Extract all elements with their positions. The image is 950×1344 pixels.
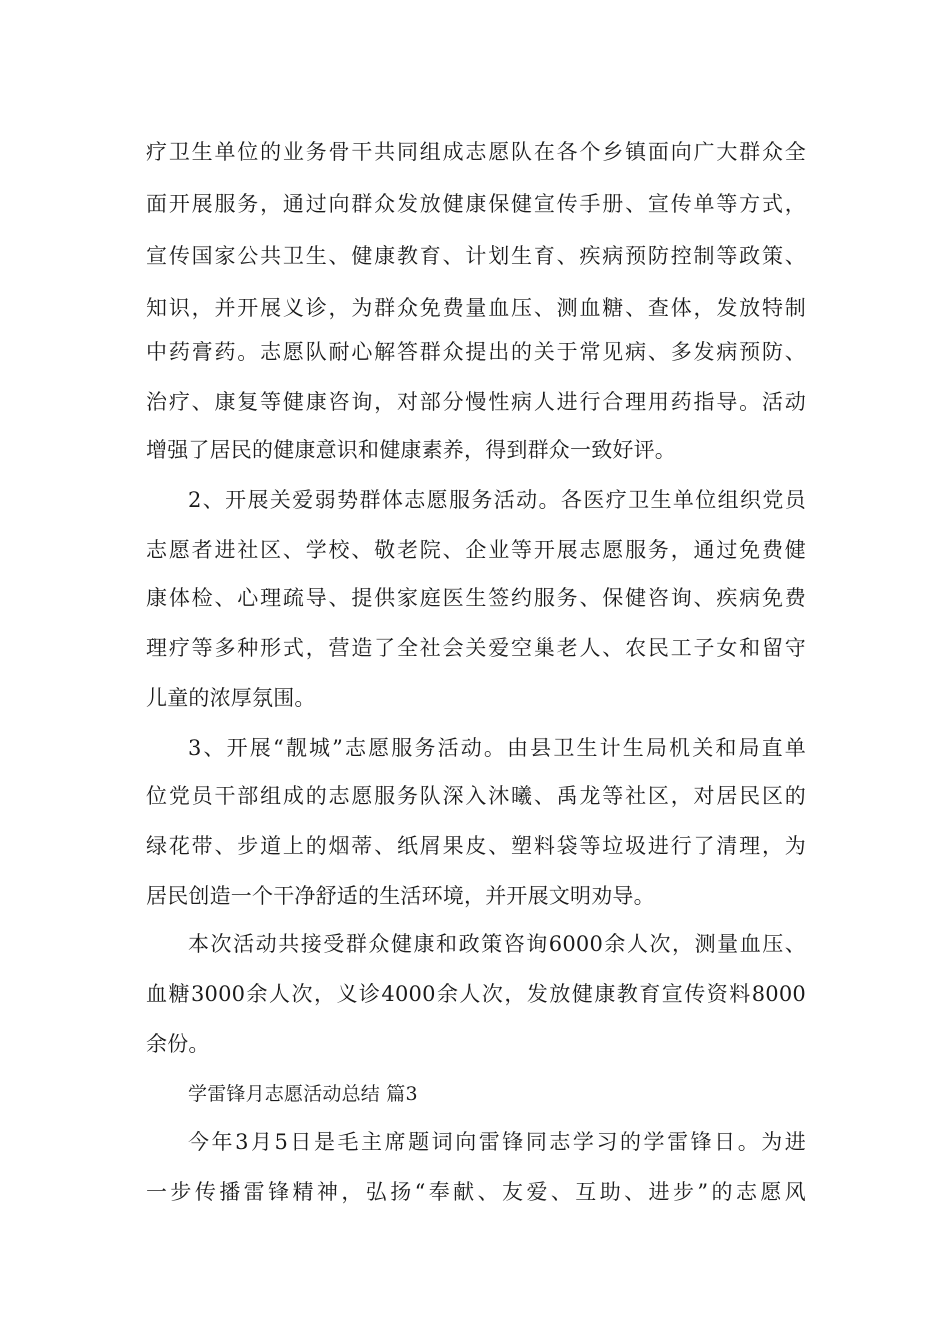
text-line: 中药膏药。志愿队耐心解答群众提出的关于常见病、多发病预防、 (146, 340, 806, 364)
text-line: 面开展服务，通过向群众发放健康保健宣传手册、宣传单等方式， (146, 192, 806, 216)
text-line: 治疗、康复等健康咨询，对部分慢性病人进行合理用药指导。活动 (146, 390, 806, 414)
text-line: 位党员干部组成的志愿服务队深入沐曦、禹龙等社区，对居民区的 (146, 784, 806, 808)
paragraph-first-line: 3、开展“靓城”志愿服务活动。由县卫生计生局机关和局直单 (188, 736, 806, 760)
text-line: 康体检、心理疏导、提供家庭医生签约服务、保健咨询、疾病免费 (146, 586, 806, 610)
text-line: 居民创造一个干净舒适的生活环境，并开展文明劝导。 (146, 884, 655, 908)
text-line: 疗卫生单位的业务骨干共同组成志愿队在各个乡镇面向广大群众全 (146, 140, 806, 164)
text-line: 增强了居民的健康意识和健康素养，得到群众一致好评。 (146, 438, 676, 462)
paragraph-first-line: 2、开展关爱弱势群体志愿服务活动。各医疗卫生单位组织党员 (188, 488, 806, 512)
text-line: 儿童的浓厚氛围。 (146, 686, 316, 710)
text-line: 知识，并开展义诊，为群众免费量血压、测血糖、查体，发放特制 (146, 296, 806, 320)
text-line: 理疗等多种形式，营造了全社会关爱空巢老人、农民工子女和留守 (146, 636, 806, 660)
text-line: 宣传国家公共卫生、健康教育、计划生育、疾病预防控制等政策、 (146, 244, 806, 268)
text-line: 一步传播雷锋精神，弘扬“奉献、友爱、互助、进步”的志愿风 (146, 1180, 806, 1204)
text-line: 绿花带、步道上的烟蒂、纸屑果皮、塑料袋等垃圾进行了清理，为 (146, 834, 806, 858)
section-heading: 学雷锋月志愿活动总结 篇3 (188, 1083, 418, 1105)
paragraph-first-line: 今年3月5日是毛主席题词向雷锋同志学习的学雷锋日。为进 (188, 1130, 806, 1154)
text-line: 余份。 (146, 1032, 210, 1056)
text-line: 志愿者进社区、学校、敬老院、企业等开展志愿服务，通过免费健 (146, 538, 806, 562)
paragraph-first-line: 本次活动共接受群众健康和政策咨询6000余人次，测量血压、 (188, 932, 806, 956)
text-line: 血糖3000余人次，义诊4000余人次，发放健康教育宣传资料8000 (146, 982, 806, 1006)
